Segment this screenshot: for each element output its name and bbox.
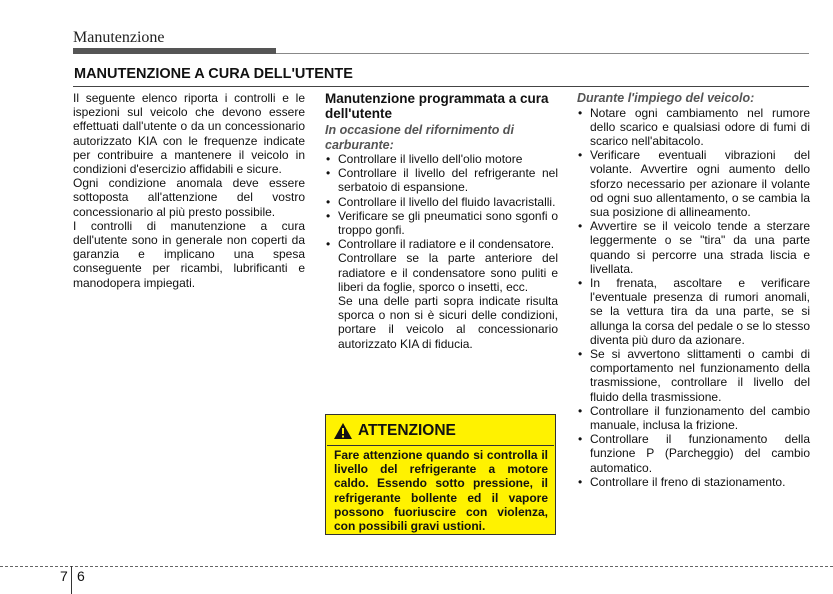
list-item: • Controllare il livello dell'olio motore bbox=[325, 152, 558, 166]
list-item: • Notare ogni cambiamento nel rumore dello scarico e qualsiasi odore di fumi di scarico nell'abitacolo. bbox=[577, 106, 810, 149]
warning-header bbox=[333, 422, 456, 440]
refuel-checklist bbox=[325, 152, 558, 251]
list-item: • Controllare il freno di stazionamento. bbox=[577, 475, 810, 489]
column-scheduled-maintenance bbox=[325, 91, 558, 351]
section-title-rule bbox=[73, 86, 809, 87]
list-item: • Controllare il funzionamento del cambio manuale, inclusa la frizione. bbox=[577, 404, 810, 432]
list-item: • Verificare se gli pneumatici sono sgonfi o troppo gonfi. bbox=[325, 209, 558, 237]
column-intro bbox=[73, 91, 305, 290]
header-rule bbox=[276, 53, 809, 54]
intro-paragraph: I controlli di manutenzione a cura dell'utente sono in generale non coperti da garanzia e implicano una spesa conseguente per ricambi, lubrificanti e manodopera impiegati. bbox=[73, 218, 305, 290]
list-item: • In frenata, ascoltare e verificare l'eventuale presenza di rumori anomali, se la vettura tira da una parte, se si allunga la corsa del pedale o se lo stesso diventa più duro da azionare. bbox=[577, 276, 810, 347]
refuel-subheading: In occasione del rifornimento di carburante: bbox=[325, 123, 514, 152]
header-title: Manutenzione bbox=[73, 29, 165, 46]
header-bar bbox=[73, 48, 276, 54]
intro-paragraph: Il seguente elenco riporta i controlli e le ispezioni sul veicolo che devono essere effettuati dall'utente o da un concessionario autorizzato KIA con le frequenze indicate per contribuire a mantenere il veicolo in condizioni d'esercizio affidabili e sicure. bbox=[73, 91, 305, 177]
list-item: • Controllare il livello del refrigerante nel serbatoio di espansione. bbox=[325, 166, 558, 194]
intro-paragraph: Ogni condizione anomala deve essere sottoposta all'attenzione del vostro concessionario al più presto possibile. bbox=[73, 176, 305, 219]
page-number-separator bbox=[71, 566, 72, 594]
list-item: • Controllare il livello del fluido lavacristalli. bbox=[325, 195, 558, 209]
page-chapter-number: 7 bbox=[60, 568, 68, 584]
dealer-note: Se una delle parti sopra indicate risulta sporca o non si è sicuri delle condizioni, portare il veicolo al concessionario autorizzato KIA di fiducia. bbox=[338, 294, 558, 351]
warning-divider bbox=[327, 445, 554, 446]
section-title: MANUTENZIONE A CURA DELL'UTENTE bbox=[74, 66, 353, 82]
list-item: • Verificare eventuali vibrazioni del volante. Avvertire ogni aumento dello sforzo necessario per azionare il volante od ogni suo allentamento, o se cambia la sua posizione di allineamento. bbox=[577, 148, 810, 219]
list-item: • Controllare il funzionamento della funzione P (Parcheggio) del cambio automatico. bbox=[577, 432, 810, 475]
warning-text: Fare attenzione quando si controlla il livello del refrigerante a motore caldo. Essendo sotto pressione, il refrigerante bollente ed il vapore possono fuoriuscire con violenza, con possibili gravi ustioni. bbox=[334, 448, 548, 534]
warning-triangle-icon bbox=[333, 422, 353, 440]
warning-title: ATTENZIONE bbox=[358, 422, 456, 439]
footer-rule bbox=[0, 566, 833, 567]
list-item: • Se si avvertono slittamenti o cambi di comportamento nel funzionamento della trasmissione, controllare il livello del fluido della trasmissione. bbox=[577, 347, 810, 404]
scheduled-maintenance-heading: Manutenzione programmata a cura dell'utente bbox=[325, 91, 549, 121]
driving-subheading: Durante l'impiego del veicolo: bbox=[577, 91, 755, 105]
warning-box bbox=[325, 414, 556, 535]
column-driving-checks bbox=[577, 91, 810, 489]
list-item: • Controllare il radiatore e il condensatore. bbox=[325, 237, 558, 251]
list-item: • Avvertire se il veicolo tende a sterzare leggermente o se "tira" da una parte quando si percorre una strada liscia e livellata. bbox=[577, 219, 810, 276]
driving-checklist bbox=[577, 106, 810, 489]
page-number: 6 bbox=[77, 568, 85, 584]
radiator-note: Controllare se la parte anteriore del radiatore e il condensatore sono puliti e liberi da foglie, sporco o insetti, ecc. bbox=[338, 251, 558, 294]
